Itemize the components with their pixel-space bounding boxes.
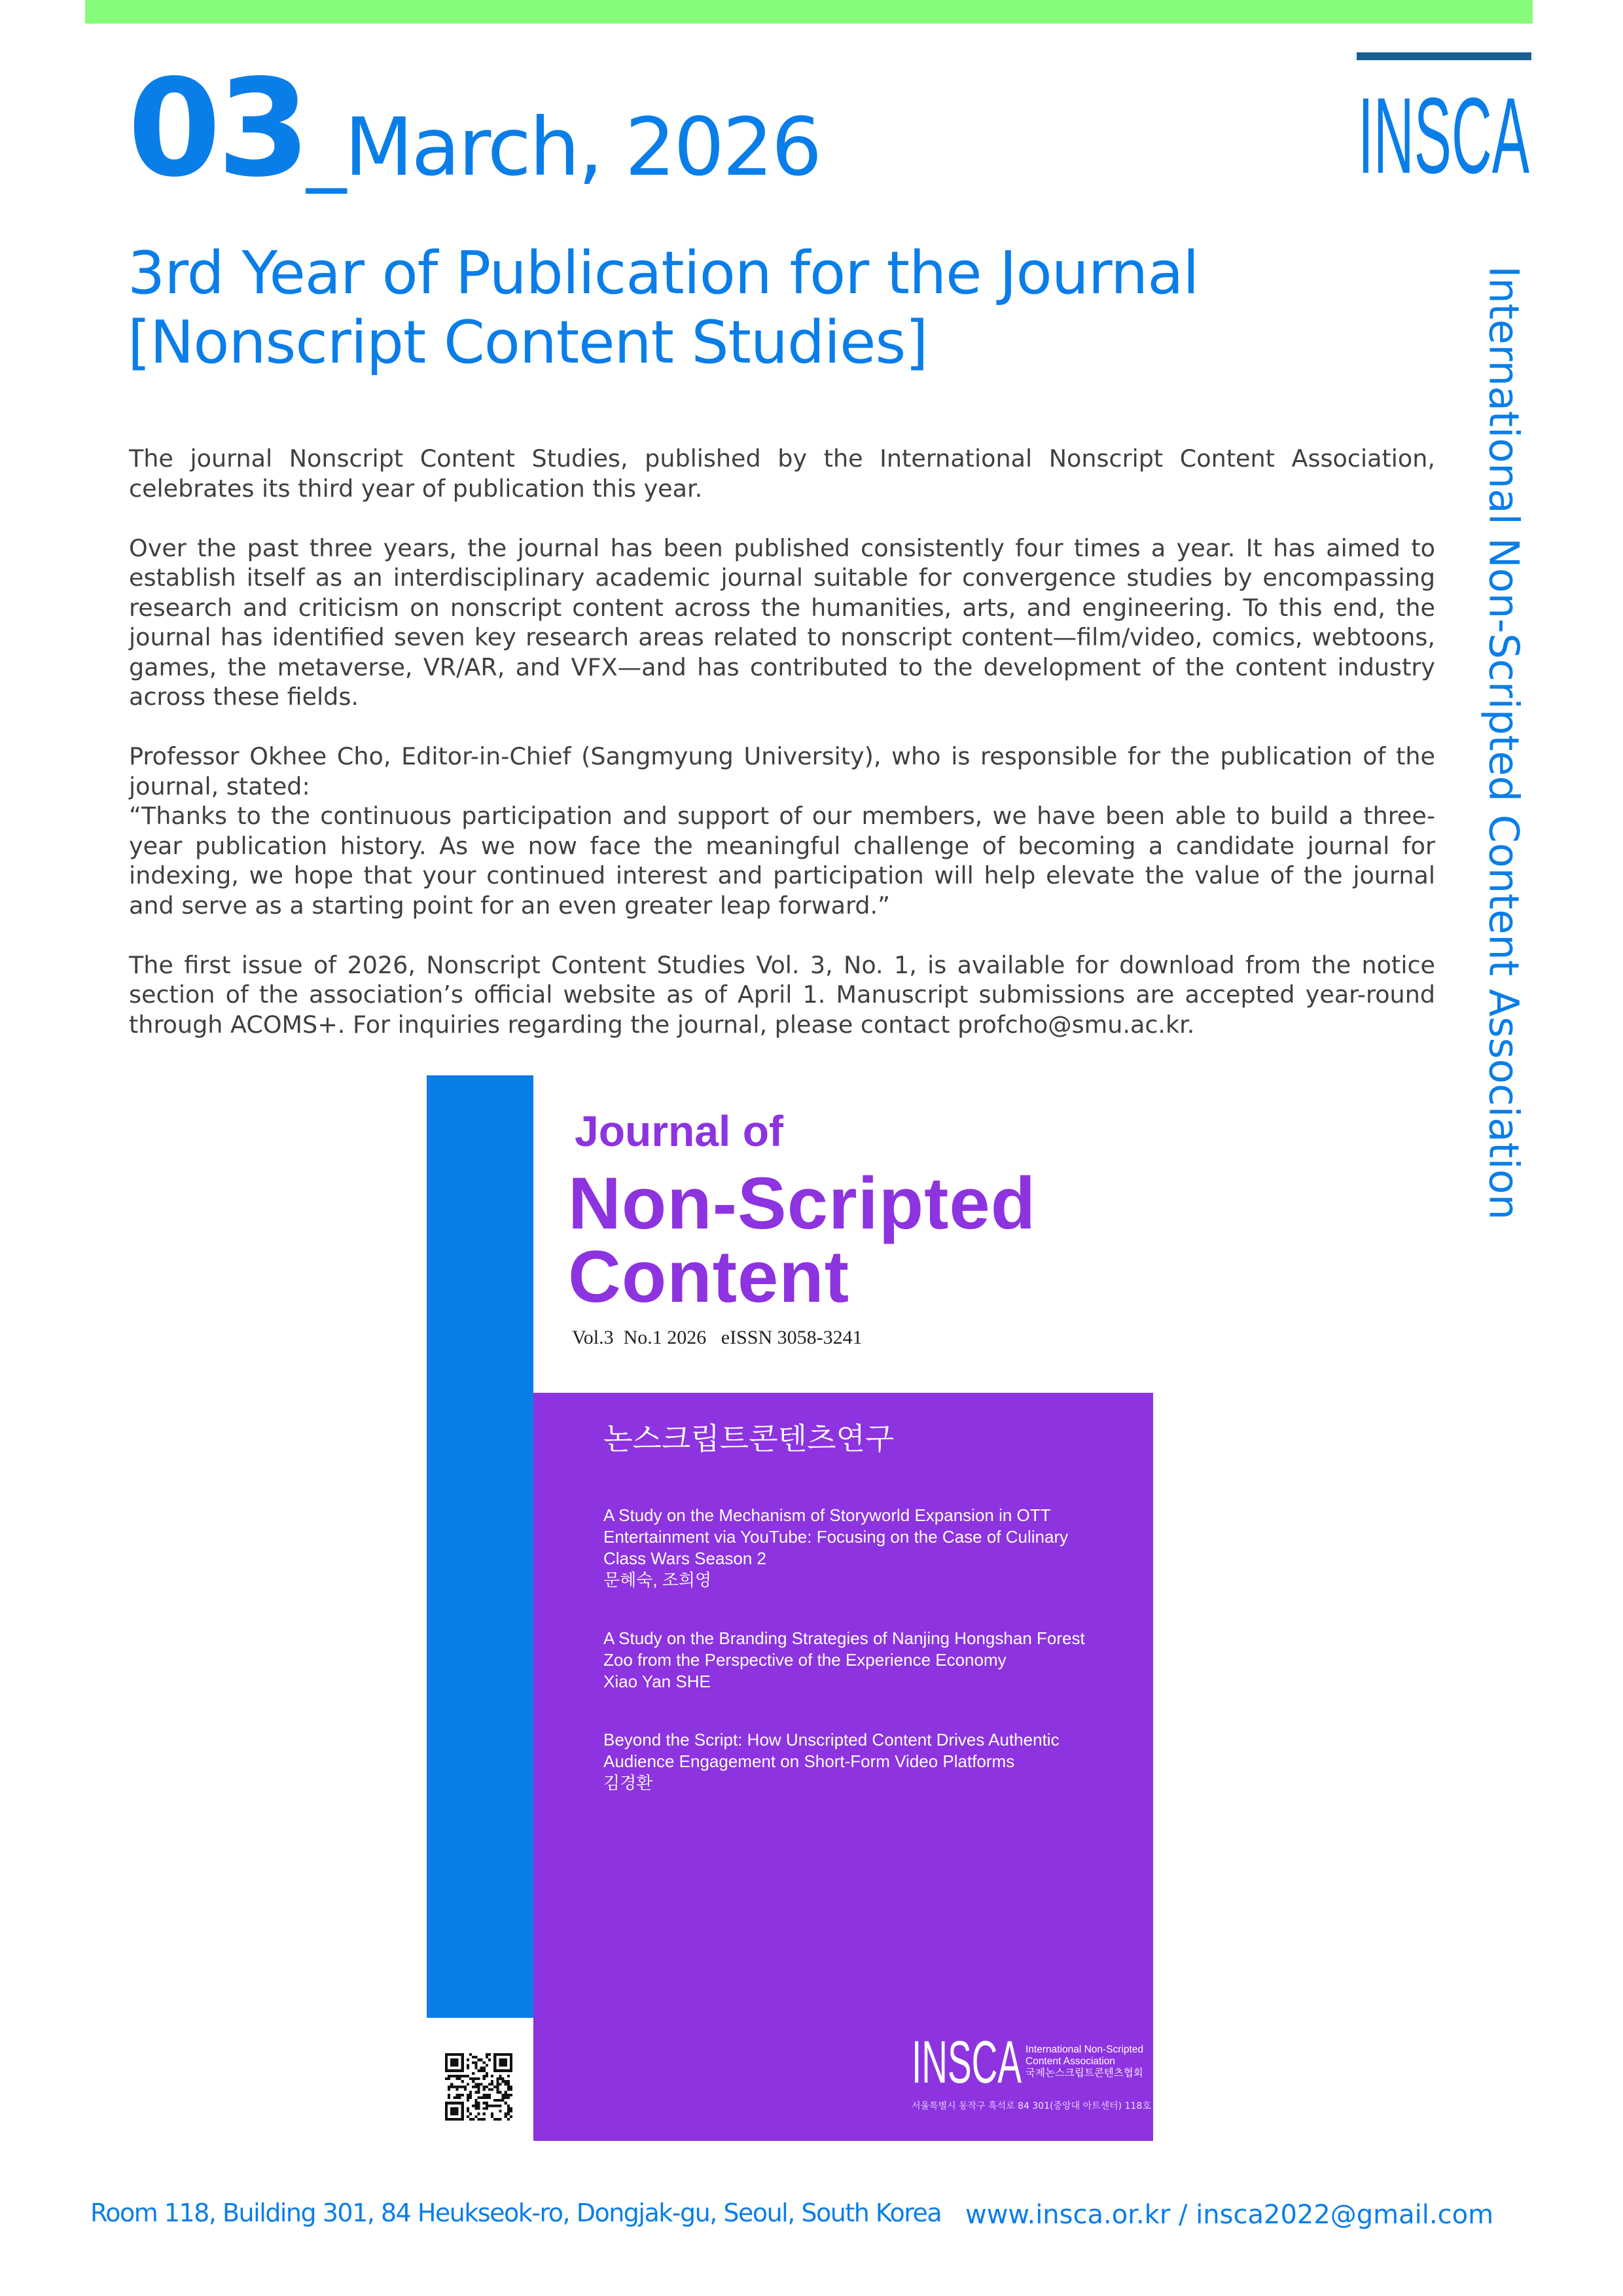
issue-date: _March, 2026 xyxy=(306,101,821,194)
side-association-name: International Non-Scripted Content Association xyxy=(1480,266,1528,1220)
paragraph-4: The first issue of 2026, Nonscript Content Studies Vol. 3, No. 1, is available for download from the notice section of the association’s official website as of April 1. Manuscript submissions are accepted year-round through ACOMS+. For inquiries regarding the journal, please contact profcho@smu.ac.kr. xyxy=(129,950,1435,1039)
paragraph-3-intro: Professor Okhee Cho, Editor-in-Chief (Sangmyung University), who is responsible for the publication of the journal, stated: xyxy=(129,742,1435,800)
cover-article: A Study on the Branding Strategies of Nanjing Hongshan Forest Zoo from the Perspective of the Experience Economy Xiao Yan SHE xyxy=(603,1628,1147,1693)
cover-title xyxy=(568,1162,1037,1318)
paragraph-3 xyxy=(129,742,1435,920)
svg-text:INSCA: INSCA xyxy=(912,2034,1022,2087)
insca-logo xyxy=(1357,80,1531,178)
cover-article-authors: 문혜숙, 조희영 xyxy=(603,1570,712,1590)
logo-rule xyxy=(1357,52,1531,60)
cover-address: 서울특별시 동작구 흑석로 84 301(중앙대 아트센터) 118호 xyxy=(912,2101,1151,2111)
cover-korean-title: 논스크립트콘텐츠연구 xyxy=(603,1421,895,1456)
cover-article-authors: Xiao Yan SHE xyxy=(603,1672,711,1691)
article-body xyxy=(129,444,1435,1069)
cover-insca-logo xyxy=(912,2034,1023,2087)
cover-blue-strip xyxy=(427,1075,533,2018)
cover-title-line-2: Content xyxy=(568,1236,850,1318)
issue-heading xyxy=(128,51,821,207)
cover-journal-of: Journal of xyxy=(575,1107,784,1155)
cover-title-line-1: Non-Scripted xyxy=(568,1162,1037,1244)
issue-number: 03 xyxy=(128,51,307,207)
top-accent-bar xyxy=(85,0,1533,24)
paragraph-1: The journal Nonscript Content Studies, published by the International Nonscript Content Association, celebrates its third year of publication this year. xyxy=(129,444,1435,503)
cover-association-name: International Non-Scripted Content Association 국제논스크립트콘텐츠협회 xyxy=(1026,2044,1144,2079)
paragraph-2: Over the past three years, the journal has been published consistently four times a year. It has aimed to establish itself as an interdisciplinary academic journal suitable for convergence studies by encompassing research and criticism on nonscript content across the humanities, arts, and engineering. To this end, the journal has identified seven key research areas related to nonscript content—film/video, comics, webtoons, games, the metaverse, VR/AR, and VFX—and has contributed to the development of the content industry across these fields. xyxy=(129,533,1435,711)
footer-contact: www.insca.or.kr / insca2022@gmail.com xyxy=(965,2200,1494,2230)
cover-article: A Study on the Mechanism of Storyworld Expansion in OTT Entertainment via YouTube: Focusing on the Case of Culinary Class Wars Season 2 문혜숙, 조희영 xyxy=(603,1505,1147,1591)
cover-volume-info: Vol.3 No.1 2026 eISSN 3058-3241 xyxy=(572,1327,863,1348)
headline-line-2: [Nonscript Content Studies] xyxy=(128,308,928,377)
article-headline xyxy=(128,239,1371,378)
headline-line-1: 3rd Year of Publication for the Journal xyxy=(128,239,1199,308)
footer-address: Room 118, Building 301, 84 Heukseok-ro, Dongjak-gu, Seoul, South Korea xyxy=(90,2198,942,2227)
cover-article-authors: 김경환 xyxy=(603,1773,653,1793)
insca-logo-text: INSCA xyxy=(1358,80,1529,178)
qr-code xyxy=(445,2053,512,2121)
paragraph-3-quote: “Thanks to the continuous participation and support of our members, we have been able to build a three-year publication history. As we now face the meaningful challenge of becoming a candidate journal for indexing, we hope that your continued interest and participation will help elevate the value of the journal and serve as a starting point for an even greater leap forward.” xyxy=(129,802,1435,920)
cover-article: Beyond the Script: How Unscripted Content Drives Authentic Audience Engagement on Short-Form Video Platforms 김경환 xyxy=(603,1729,1147,1794)
cover-article-list xyxy=(603,1505,1147,1831)
